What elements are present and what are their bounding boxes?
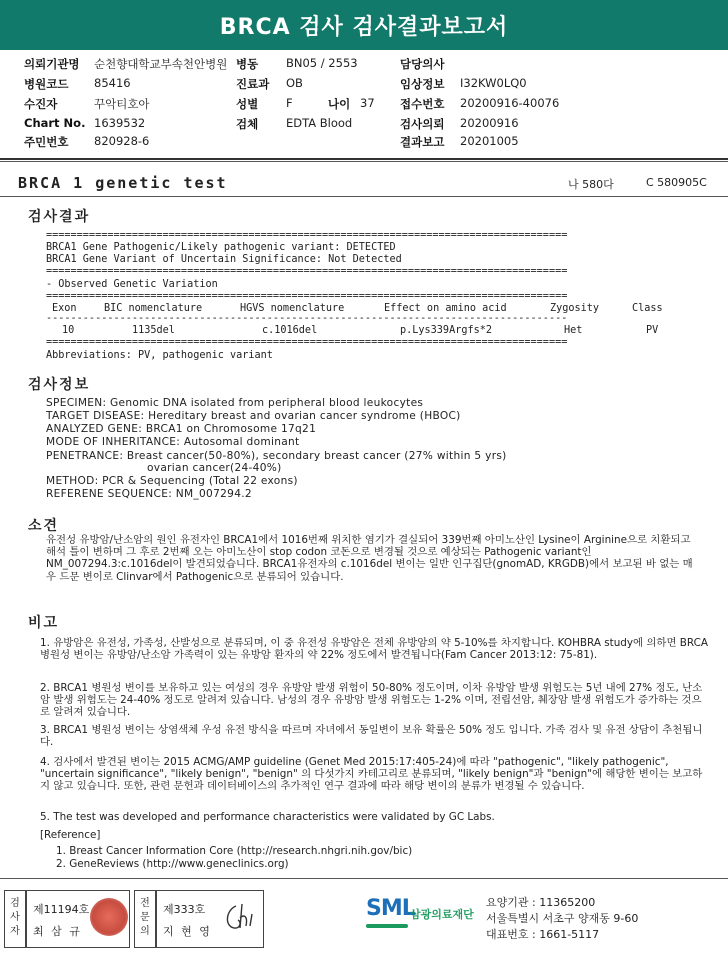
ward-label: 병동 [236, 57, 259, 71]
info-penetrance: PENETRANCE: Breast cancer(50-80%), secondary breast cancer (27% within 5 yrs) [46, 450, 507, 462]
report-date-value: 20201005 [460, 134, 519, 148]
examiner-label: 검사자 [10, 898, 20, 937]
request-date-label: 검사의뢰 [400, 117, 445, 131]
footer-divider [0, 878, 728, 879]
report-title: BRCA 검사 검사결과보고서 [0, 0, 728, 50]
request-date-value: 20200916 [460, 116, 519, 130]
reference-2: 2. GeneReviews (http://www.geneclinics.org) [56, 858, 289, 870]
receipt-no-value: 20200916-40076 [460, 96, 560, 110]
info-inheritance: MODE OF INHERITANCE: Autosomal dominant [46, 436, 300, 448]
receipt-no-label: 접수번호 [400, 97, 445, 111]
specialist-label-box [134, 890, 156, 948]
cell-hgvs: c.1016del [262, 325, 318, 336]
note-3: 3. BRCA1 병원성 변이는 상염색체 우성 유전 방식을 따르며 자녀에서 동일변이 보유 확률은 50% 정도 입니다. 가족 검사 및 유전 상담이 추천됩니다. [40, 724, 703, 749]
ward-value: BN05 / 2553 [286, 56, 358, 70]
specialist-name: 지 현 영 [163, 925, 212, 938]
info-reference: REFERENE SEQUENCE: NM_007294.2 [46, 488, 252, 500]
col-effect: Effect on amino acid [384, 303, 507, 314]
test-title-divider [0, 196, 728, 197]
observed-label: - Observed Genetic Variation [46, 279, 218, 290]
rrn-value: 820928-6 [94, 134, 150, 148]
sex-label: 성별 [236, 97, 259, 111]
doctor-label: 담당의사 [400, 57, 445, 71]
cell-zygosity: Het [564, 325, 583, 336]
specialist-label: 전문의 [140, 898, 150, 937]
info-penetrance-2: ovarian cancer(24-40%) [147, 462, 282, 474]
test-code-2: C 580905C [646, 176, 707, 189]
col-exon: Exon [52, 303, 77, 314]
sml-logo: SML [366, 896, 415, 921]
org-code: 요양기관 : 11365200 [486, 896, 596, 909]
hospital-code-value: 85416 [94, 76, 131, 90]
results-line-2: BRCA1 Gene Variant of Uncertain Significance: Not Detected [46, 254, 402, 265]
hospital-code-label: 병원코드 [24, 77, 69, 91]
sml-logo-swoosh-icon [366, 924, 408, 928]
chart-no-label: Chart No. [24, 116, 86, 130]
note-4: 4. 검사에서 발견된 변이는 2015 ACMG/AMP guideline (Genet Med 2015:17:405-24)에 따라 "pathogenic", "likely pathogenic", "uncertain significance", "likely benign", "benign" 의 다섯가지 카테고리로 분류되며, "likely benign"과 "benign"에 해당한 변이는 보고하지 않고 있습니다. 또한, 관련 문헌과 데이터베이스의 추가적인 연구 결과에 따라 해당 변이의 분류가 변경될 수 있습니다. [40, 756, 703, 793]
rrn-label: 주민번호 [24, 135, 69, 149]
info-gene: ANALYZED GENE: BRCA1 on Chromosome 17q21 [46, 423, 317, 435]
abbreviations: Abbreviations: PV, pathogenic variant [46, 350, 273, 361]
examiner-no: 제11194호 [33, 903, 90, 916]
col-hgvs: HGVS nomenclature [240, 303, 345, 314]
results-sep-3: ===================================================================================== [46, 291, 568, 302]
info-target: TARGET DISEASE: Hereditary breast and ovarian cancer syndrome (HBOC) [46, 410, 461, 422]
results-sep-2: ===================================================================================== [46, 266, 568, 277]
report-date-label: 결과보고 [400, 135, 445, 149]
table-dash: ------------------------------------------------------------------------------------- [46, 313, 568, 324]
header-divider [0, 158, 728, 160]
clinical-info-value: I32KW0LQ0 [460, 76, 527, 90]
results-sep-1: ===================================================================================== [46, 230, 568, 241]
examiner-label-box [4, 890, 26, 948]
chart-no-value: 1639532 [94, 116, 146, 130]
cell-class: PV [646, 325, 659, 336]
hospital-label: 의뢰기관명 [24, 57, 80, 71]
results-line-1: BRCA1 Gene Pathogenic/Likely pathogenic variant: DETECTED [46, 242, 396, 253]
col-zygosity: Zygosity [550, 303, 600, 314]
hospital-value: 순천향대학교부속천안병원 [94, 57, 228, 71]
age-value: 37 [360, 96, 375, 110]
reference-heading: [Reference] [40, 829, 101, 841]
cell-exon: 10 [62, 325, 75, 336]
sex-value: F [286, 96, 293, 110]
specimen-label: 검체 [236, 117, 259, 131]
specialist-no: 제333호 [163, 903, 206, 916]
clinical-info-label: 임상정보 [400, 77, 445, 91]
results-heading: 검사결과 [28, 209, 91, 225]
table-sep: ===================================================================================== [46, 337, 568, 348]
findings-text: 유전성 유방암/난소암의 원인 유전자인 BRCA1에서 1016번째 위치한 염기가 결실되어 339번째 아미노산인 Lysine이 Arginine으로 치환되고 해석 틀이 변하며 그 후로 2번째 오는 아미노산이 stop codon 코돈으로 변경될 것으로 예상되는 Pathogenic variant인 NM_007294.3:c.1016del이 발견되었습니다. BRCA1유전자의 c.1016del 변이는 일반 인구집단(gnomAD, KRGDB)에서 보고된 바 없는 매우 드문 변이로 Clinvar에서 Pathogenic으로 분류되어 있습니다. [46, 534, 693, 583]
info-specimen: SPECIMEN: Genomic DNA isolated from peripheral blood leukocytes [46, 397, 424, 409]
header-divider-2 [0, 161, 728, 162]
examiner-name: 최 삼 규 [33, 925, 82, 938]
note-1: 1. 유방암은 유전성, 가족성, 산발성으로 분류되며, 이 중 유전성 유방암은 전체 유방암의 약 5-10%를 차지합니다. KOHBRA study에 의하면 BRCA 병원성 변이는 유방암/난소암 가족력이 있는 유방암 환자의 약 22% 정도에서 발견됩니다(Fam Cancer 2013:12: 75-81). [40, 637, 708, 662]
patient-value: 꾸악티호아 [94, 97, 150, 111]
specimen-value: EDTA Blood [286, 116, 353, 130]
reference-1: 1. Breast Cancer Information Core (http://research.nhgri.nih.gov/bic) [56, 845, 413, 857]
examiner-seal-icon [90, 898, 128, 936]
org-name: 삼광의료재단 [410, 908, 474, 921]
test-code-1: 나 580다 [568, 178, 614, 191]
test-title: BRCA 1 genetic test [18, 174, 228, 192]
signature-icon [222, 900, 262, 934]
notes-heading: 비고 [28, 615, 60, 631]
info-heading: 검사정보 [28, 377, 91, 393]
org-phone: 대표번호 : 1661-5117 [486, 928, 600, 941]
department-value: OB [286, 76, 303, 90]
org-address: 서울특별시 서초구 양재동 9-60 [486, 912, 639, 925]
info-method: METHOD: PCR & Sequencing (Total 22 exons) [46, 475, 298, 487]
cell-bic: 1135del [132, 325, 175, 336]
note-5: 5. The test was developed and performance characteristics were validated by GC Labs. [40, 811, 495, 823]
patient-label: 수진자 [24, 97, 58, 111]
col-class: Class [632, 303, 663, 314]
findings-heading: 소견 [28, 518, 60, 534]
footer [0, 884, 728, 953]
col-bic: BIC nomenclature [104, 303, 203, 314]
department-label: 진료과 [236, 77, 270, 91]
cell-effect: p.Lys339Argfs*2 [400, 325, 493, 336]
note-2: 2. BRCA1 병원성 변이를 보유하고 있는 여성의 경우 유방암 발생 위험이 50-80% 정도이며, 이차 유방암 발생 위험도는 5년 내에 27% 정도, 난소암 발생 위험도는 24-40% 정도로 알려져 있습니다. 남성의 경우 유방암 발생 위험도는 1-2% 이며, 전립선암, 췌장암 발생 위험도가 증가하는 것으로 알려져 있습니다. [40, 682, 703, 719]
age-label: 나이 [328, 97, 351, 111]
